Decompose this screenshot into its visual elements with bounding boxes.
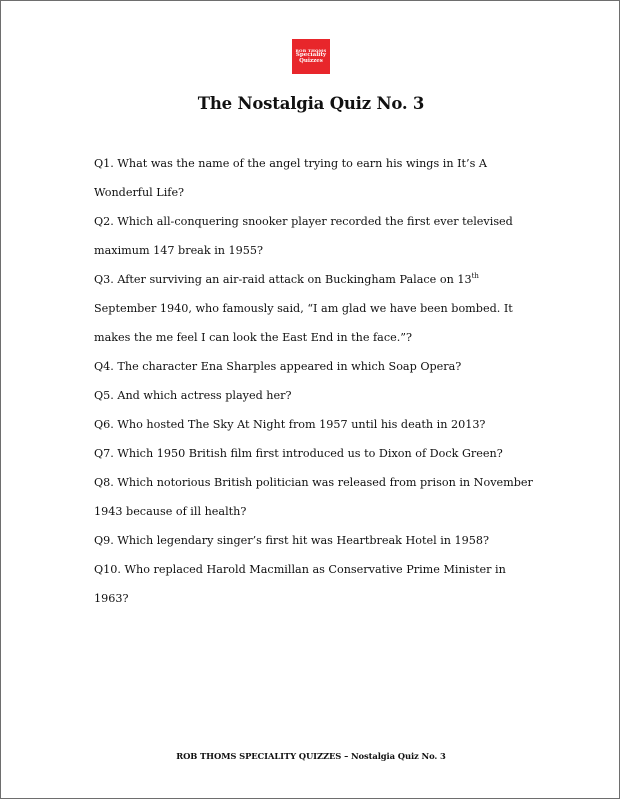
logo-line-3: Quizzes xyxy=(299,57,323,64)
ordinal-suffix: th xyxy=(471,272,479,280)
question-line: Q3. After surviving an air-raid attack on Buckingham Palace on 13th xyxy=(94,272,479,286)
logo-line-1: ROB THOMS xyxy=(295,47,327,53)
logo-line-2: Speciality xyxy=(295,51,327,58)
rob-thoms-logo xyxy=(292,39,330,74)
page-footer: ROB THOMS SPECIALITY QUIZZES – Nostalgia Quiz No. 3 xyxy=(176,751,446,761)
question-line: maximum 147 break in 1955? xyxy=(94,244,263,257)
question-line: September 1940, who famously said, “I am glad we have been bombed. It xyxy=(94,302,513,315)
question-line: makes the me feel I can look the East End in the face.”? xyxy=(94,331,412,344)
question-line: 1943 because of ill health? xyxy=(94,505,247,518)
question-line: Q4. The character Ena Sharples appeared in which Soap Opera? xyxy=(94,360,462,373)
question-line: 1963? xyxy=(94,592,129,605)
question-line: Q6. Who hosted The Sky At Night from 1957 until his death in 2013? xyxy=(94,418,486,431)
question-list xyxy=(94,149,554,613)
question-line: Q7. Which 1950 British film first introduced us to Dixon of Dock Green? xyxy=(94,447,503,460)
question-line: Q5. And which actress played her? xyxy=(94,389,292,402)
question-line: Q9. Which legendary singer’s first hit was Heartbreak Hotel in 1958? xyxy=(94,534,490,547)
page-title: The Nostalgia Quiz No. 3 xyxy=(197,94,425,113)
question-line: Q1. What was the name of the angel trying to earn his wings in It’s A xyxy=(94,157,487,170)
question-line: Q10. Who replaced Harold Macmillan as Conservative Prime Minister in xyxy=(94,563,506,576)
question-line: Q2. Which all-conquering snooker player recorded the first ever televised xyxy=(94,215,513,228)
question-line: Q8. Which notorious British politician was released from prison in November xyxy=(94,476,533,489)
question-line: Wonderful Life? xyxy=(94,186,185,199)
